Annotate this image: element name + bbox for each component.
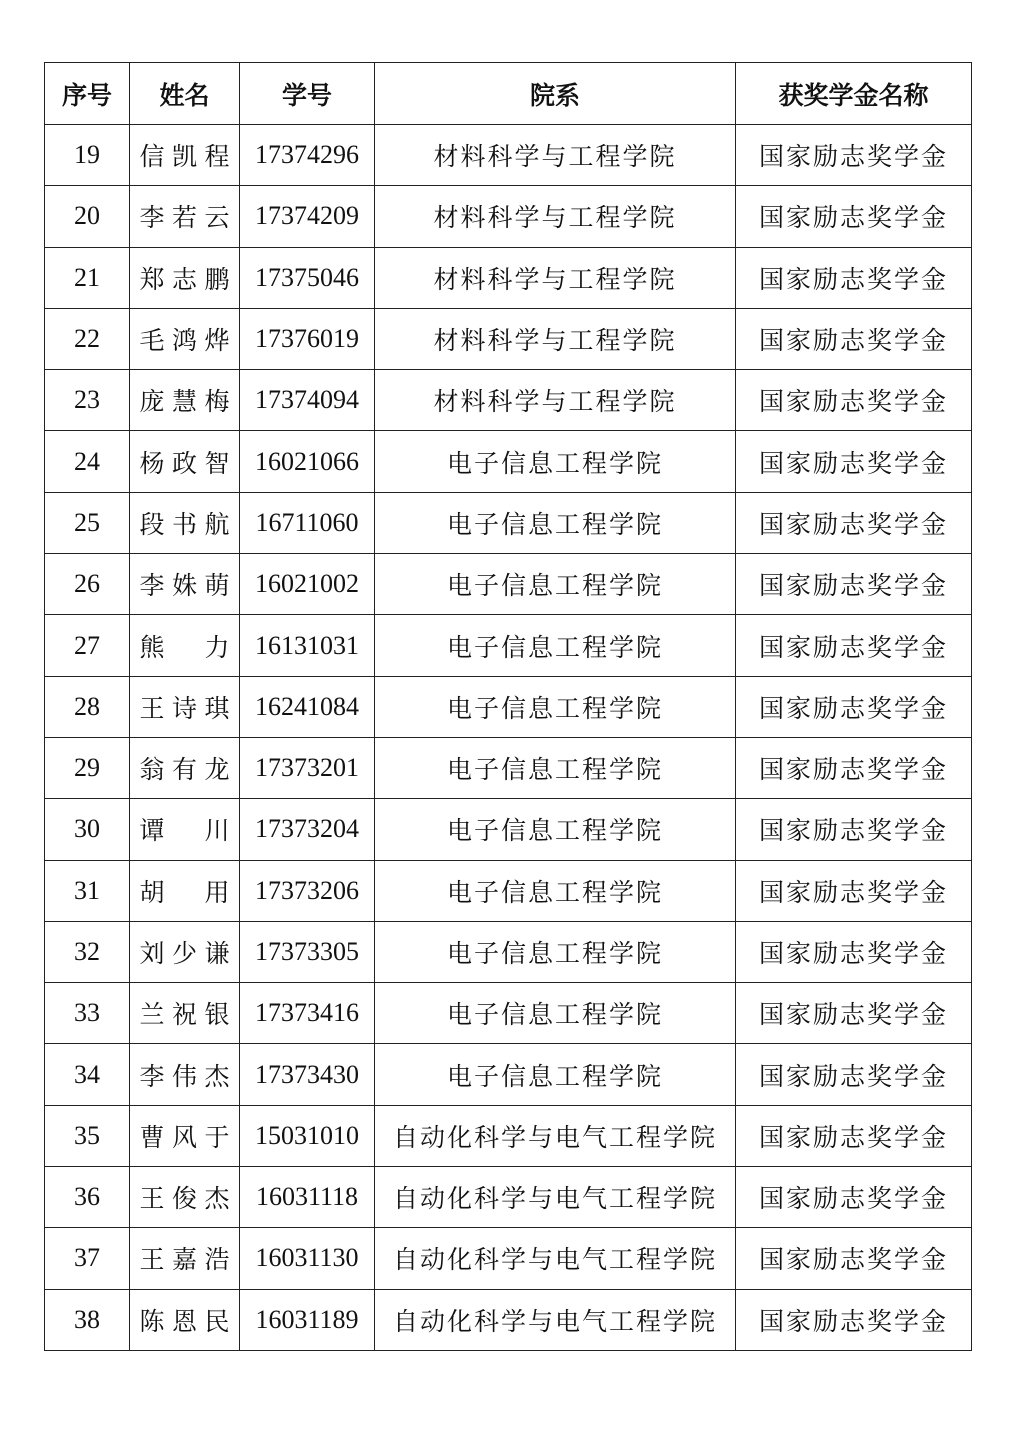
cell-student-id: 16241084 — [240, 676, 375, 737]
name-character: 风 — [171, 1122, 197, 1152]
cell-student-id: 16131031 — [240, 615, 375, 676]
cell-scholarship-name: 国家励志奖学金 — [736, 1228, 972, 1289]
header-scholarship-name: 获奖学金名称 — [736, 63, 972, 125]
cell-department: 材料科学与工程学院 — [375, 247, 736, 308]
cell-scholarship-name: 国家励志奖学金 — [736, 492, 972, 553]
scholarship-table-container — [44, 62, 971, 1351]
name-character: 航 — [204, 509, 230, 539]
cell-scholarship-name: 国家励志奖学金 — [736, 431, 972, 492]
cell-serial-number: 22 — [45, 308, 130, 369]
name-character: 王 — [139, 1245, 165, 1275]
table-row — [45, 370, 972, 431]
name-character: 嘉 — [171, 1245, 197, 1275]
cell-department: 材料科学与工程学院 — [375, 186, 736, 247]
cell-student-id: 17374296 — [240, 125, 375, 186]
name-character: 兰 — [139, 1000, 165, 1030]
table-row — [45, 125, 972, 186]
cell-serial-number: 31 — [45, 860, 130, 921]
cell-name — [130, 1228, 240, 1289]
header-serial-number: 序号 — [45, 63, 130, 125]
name-character: 熊 — [139, 632, 165, 662]
table-row — [45, 983, 972, 1044]
cell-scholarship-name: 国家励志奖学金 — [736, 737, 972, 798]
cell-name — [130, 370, 240, 431]
cell-scholarship-name: 国家励志奖学金 — [736, 1105, 972, 1166]
table-row — [45, 921, 972, 982]
name-characters — [140, 566, 230, 602]
name-character: 李 — [139, 203, 165, 233]
name-character: 少 — [171, 939, 197, 968]
cell-student-id: 17375046 — [240, 247, 375, 308]
table-body — [45, 125, 972, 1351]
cell-department: 电子信息工程学院 — [375, 492, 736, 553]
name-character: 杨 — [139, 448, 165, 478]
cell-student-id: 15031010 — [240, 1105, 375, 1166]
table-row — [45, 1105, 972, 1166]
cell-department: 电子信息工程学院 — [375, 1044, 736, 1105]
cell-name — [130, 1044, 240, 1105]
table-row — [45, 615, 972, 676]
cell-student-id: 17373430 — [240, 1044, 375, 1105]
cell-department: 自动化科学与电气工程学院 — [375, 1289, 736, 1350]
name-character: 庞 — [139, 387, 165, 417]
cell-serial-number: 21 — [45, 247, 130, 308]
cell-department: 电子信息工程学院 — [375, 676, 736, 737]
name-character: 王 — [139, 693, 165, 723]
name-character: 琪 — [204, 693, 230, 723]
cell-serial-number: 29 — [45, 737, 130, 798]
name-character: 诗 — [171, 693, 197, 723]
cell-student-id: 16031189 — [240, 1289, 375, 1350]
name-characters — [140, 1240, 230, 1276]
cell-serial-number: 24 — [45, 431, 130, 492]
scholarship-table — [44, 62, 972, 1351]
table-row — [45, 737, 972, 798]
cell-scholarship-name: 国家励志奖学金 — [736, 799, 972, 860]
cell-name — [130, 125, 240, 186]
cell-student-id: 17374094 — [240, 370, 375, 431]
cell-name — [130, 492, 240, 553]
cell-scholarship-name: 国家励志奖学金 — [736, 554, 972, 615]
cell-serial-number: 26 — [45, 554, 130, 615]
name-character: 李 — [139, 571, 165, 601]
name-character: 刘 — [139, 939, 165, 968]
header-department: 院系 — [375, 63, 736, 125]
name-character: 萌 — [204, 571, 230, 601]
cell-name — [130, 1105, 240, 1166]
table-row — [45, 247, 972, 308]
cell-name — [130, 186, 240, 247]
name-character: 浩 — [204, 1245, 230, 1275]
name-characters — [140, 628, 230, 664]
cell-scholarship-name: 国家励志奖学金 — [736, 186, 972, 247]
name-character: 陈 — [139, 1306, 165, 1336]
cell-name — [130, 921, 240, 982]
name-character: 谭 — [139, 816, 165, 846]
table-row — [45, 1228, 972, 1289]
name-character: 云 — [204, 203, 230, 233]
table-row — [45, 676, 972, 737]
cell-scholarship-name: 国家励志奖学金 — [736, 615, 972, 676]
table-row — [45, 1289, 972, 1350]
name-character: 祝 — [171, 1000, 197, 1030]
name-character: 民 — [204, 1306, 230, 1336]
cell-name — [130, 247, 240, 308]
cell-serial-number: 30 — [45, 799, 130, 860]
name-character: 烨 — [204, 326, 230, 356]
name-character: 程 — [204, 142, 230, 172]
cell-name — [130, 737, 240, 798]
cell-name — [130, 860, 240, 921]
name-character: 凯 — [171, 142, 197, 172]
table-row — [45, 492, 972, 553]
name-character: 恩 — [171, 1306, 197, 1336]
name-character: 胡 — [139, 877, 165, 907]
cell-scholarship-name: 国家励志奖学金 — [736, 1289, 972, 1350]
cell-department: 电子信息工程学院 — [375, 554, 736, 615]
table-row — [45, 554, 972, 615]
cell-scholarship-name: 国家励志奖学金 — [736, 125, 972, 186]
cell-serial-number: 19 — [45, 125, 130, 186]
name-characters — [140, 321, 230, 357]
name-character: 若 — [171, 203, 197, 233]
name-characters — [140, 1118, 230, 1154]
name-characters — [140, 934, 230, 970]
cell-name — [130, 1167, 240, 1228]
cell-student-id: 16711060 — [240, 492, 375, 553]
cell-department: 材料科学与工程学院 — [375, 370, 736, 431]
name-character: 杰 — [204, 1061, 230, 1091]
cell-department: 材料科学与工程学院 — [375, 308, 736, 369]
cell-name — [130, 983, 240, 1044]
cell-scholarship-name: 国家励志奖学金 — [736, 676, 972, 737]
cell-serial-number: 37 — [45, 1228, 130, 1289]
name-character: 政 — [171, 448, 197, 478]
cell-scholarship-name: 国家励志奖学金 — [736, 1044, 972, 1105]
name-character: 段 — [139, 509, 165, 539]
cell-department: 自动化科学与电气工程学院 — [375, 1105, 736, 1166]
cell-scholarship-name: 国家励志奖学金 — [736, 308, 972, 369]
table-header-row — [45, 63, 972, 125]
cell-department: 电子信息工程学院 — [375, 860, 736, 921]
cell-serial-number: 23 — [45, 370, 130, 431]
cell-serial-number: 28 — [45, 676, 130, 737]
cell-department: 电子信息工程学院 — [375, 615, 736, 676]
name-character: 郑 — [139, 264, 165, 294]
name-character: 梅 — [204, 387, 230, 417]
cell-department: 电子信息工程学院 — [375, 921, 736, 982]
name-character: 翁 — [139, 755, 165, 785]
table-row — [45, 431, 972, 492]
cell-scholarship-name: 国家励志奖学金 — [736, 1167, 972, 1228]
name-character: 杰 — [204, 1184, 230, 1214]
name-characters — [140, 689, 230, 725]
cell-student-id: 17373204 — [240, 799, 375, 860]
cell-serial-number: 36 — [45, 1167, 130, 1228]
cell-serial-number: 27 — [45, 615, 130, 676]
name-characters — [140, 1302, 230, 1338]
name-character: 龙 — [204, 755, 230, 785]
cell-student-id: 17373206 — [240, 860, 375, 921]
name-characters — [140, 137, 230, 173]
cell-serial-number: 32 — [45, 921, 130, 982]
cell-serial-number: 33 — [45, 983, 130, 1044]
name-characters — [140, 995, 230, 1031]
cell-name — [130, 1289, 240, 1350]
cell-department: 自动化科学与电气工程学院 — [375, 1167, 736, 1228]
cell-name — [130, 431, 240, 492]
cell-scholarship-name: 国家励志奖学金 — [736, 860, 972, 921]
cell-department: 电子信息工程学院 — [375, 737, 736, 798]
name-character: 谦 — [204, 939, 230, 968]
name-character: 伟 — [171, 1061, 197, 1091]
name-characters — [140, 750, 230, 786]
cell-name — [130, 676, 240, 737]
cell-department: 自动化科学与电气工程学院 — [375, 1228, 736, 1289]
name-character: 有 — [171, 755, 197, 785]
name-character: 李 — [139, 1061, 165, 1091]
name-character: 力 — [204, 632, 230, 662]
name-characters — [140, 873, 230, 909]
name-characters — [140, 260, 230, 296]
table-row — [45, 860, 972, 921]
cell-scholarship-name: 国家励志奖学金 — [736, 247, 972, 308]
name-character: 银 — [204, 1000, 230, 1030]
cell-serial-number: 38 — [45, 1289, 130, 1350]
cell-serial-number: 25 — [45, 492, 130, 553]
name-character: 姝 — [171, 571, 197, 601]
cell-name — [130, 554, 240, 615]
cell-serial-number: 34 — [45, 1044, 130, 1105]
name-character: 书 — [171, 509, 197, 539]
cell-scholarship-name: 国家励志奖学金 — [736, 921, 972, 982]
table-row — [45, 308, 972, 369]
cell-student-id: 17374209 — [240, 186, 375, 247]
cell-department: 电子信息工程学院 — [375, 799, 736, 860]
cell-name — [130, 615, 240, 676]
cell-student-id: 16021002 — [240, 554, 375, 615]
name-character: 俊 — [171, 1184, 197, 1214]
cell-name — [130, 799, 240, 860]
cell-student-id: 17373416 — [240, 983, 375, 1044]
name-character: 川 — [204, 816, 230, 846]
name-characters — [140, 811, 230, 847]
name-character: 用 — [204, 877, 230, 907]
name-character: 志 — [171, 264, 197, 294]
table-row — [45, 799, 972, 860]
name-characters — [140, 444, 230, 480]
name-characters — [140, 1179, 230, 1215]
cell-department: 电子信息工程学院 — [375, 431, 736, 492]
name-character: 于 — [204, 1122, 230, 1152]
cell-department: 材料科学与工程学院 — [375, 125, 736, 186]
name-character: 曹 — [139, 1122, 165, 1152]
table-row — [45, 186, 972, 247]
name-characters — [140, 198, 230, 234]
cell-student-id: 17373305 — [240, 921, 375, 982]
cell-student-id: 16021066 — [240, 431, 375, 492]
cell-name — [130, 308, 240, 369]
cell-serial-number: 35 — [45, 1105, 130, 1166]
name-character: 毛 — [139, 326, 165, 356]
header-student-id: 学号 — [240, 63, 375, 125]
name-characters — [140, 505, 230, 541]
cell-student-id: 16031118 — [240, 1167, 375, 1228]
name-character: 慧 — [171, 387, 197, 417]
cell-student-id: 16031130 — [240, 1228, 375, 1289]
header-name: 姓名 — [130, 63, 240, 125]
cell-student-id: 17376019 — [240, 308, 375, 369]
name-characters — [140, 1057, 230, 1093]
cell-student-id: 17373201 — [240, 737, 375, 798]
table-row — [45, 1167, 972, 1228]
name-character: 智 — [204, 448, 230, 478]
name-character: 鹏 — [204, 264, 230, 294]
cell-scholarship-name: 国家励志奖学金 — [736, 983, 972, 1044]
name-characters — [140, 382, 230, 418]
cell-scholarship-name: 国家励志奖学金 — [736, 370, 972, 431]
name-character: 王 — [139, 1184, 165, 1214]
cell-department: 电子信息工程学院 — [375, 983, 736, 1044]
name-character: 信 — [139, 142, 165, 172]
name-character: 鸿 — [171, 326, 197, 356]
table-row — [45, 1044, 972, 1105]
cell-serial-number: 20 — [45, 186, 130, 247]
